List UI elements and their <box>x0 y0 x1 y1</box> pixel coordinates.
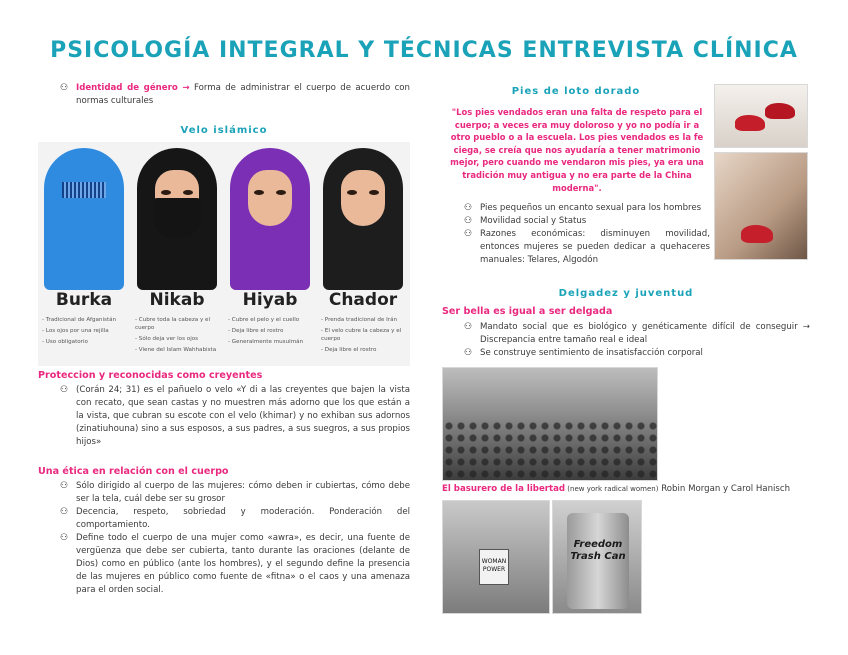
veil-desc-burka <box>38 316 130 349</box>
veil-desc-nikab <box>131 316 223 357</box>
bound-feet-photo <box>714 152 808 260</box>
veil-name-chador: Chador <box>328 290 398 310</box>
page-title: PSICOLOGÍA INTEGRAL Y TÉCNICAS ENTREVISTA CLÍNICA <box>50 38 798 63</box>
protest-photo <box>442 500 550 614</box>
list-item: ⚇ Define todo el cuerpo de una mujer como «awra», es decir, una fuente de vergüenza que debe ser cubierta, tanto durante las oraciones (delante de Dios) como en público (ante los hombres), y el segundo define la presencia de las mujeres en público como fuente de «fitna» o el caos y una amenaza para el orden social. <box>38 532 410 597</box>
veil-heading: Velo islámico <box>180 125 268 136</box>
list-item: ⚇ Movilidad social y Status <box>442 215 710 228</box>
veil-desc-line: - Viene del Islam Wahhabista <box>135 347 217 353</box>
identity-item <box>38 82 410 108</box>
trash-authors: Robin Morgan y Carol Hanisch <box>658 484 791 494</box>
woman-power-sign: WOMAN POWER <box>479 549 509 585</box>
chador-figure <box>317 142 409 290</box>
list-item: ⚇ (Corán 24; 31) es el pañuelo o velo «Y di a las creyentes que bajen la vista con recato, que sean castas y no muestren más adorno que los que están a la vista, que cubran su escote con el velo (khimar) y no exhiban sus adornos (zinatiuhouna) sino a sus esposos, a sus padres, a sus suegros, a sus propios hijos» <box>38 384 410 449</box>
veil-desc-line: - El velo cubre la cabeza y el cuerpo <box>321 328 402 342</box>
lotus-quote: "Los pies vendados eran una falta de respeto para el cuerpo; a veces era muy doloroso y yo no podía ir a otro pueblo o a la escuela. Los pies vendados es la fe ciega, se creía que nos ayudaría a tener matrimonio mejor, pero cuando me vendaron mis pies, ya era una tradición muy antigua y no era parte de la China moderna". <box>450 107 704 193</box>
hiyab-figure <box>224 142 316 290</box>
trash-caption <box>442 483 810 495</box>
veil-desc-line: - Los ojos por una rejilla <box>42 328 109 334</box>
veil-desc-line: - Prenda tradicional de Irán <box>321 317 398 323</box>
veil-desc-line: - Tradicional de Afganistán <box>42 317 117 323</box>
veil-desc-line: - Sólo deja ver los ojos <box>135 336 199 342</box>
veil-name-nikab: Nikab <box>149 290 205 310</box>
list-item: ⚇ Sólo dirigido al cuerpo de las mujeres: cómo deben ir cubiertas, cómo debe ser la tela, cuál debe ser su grosor <box>38 480 410 506</box>
freedom-trash-can-photo <box>552 500 642 614</box>
ethics-list <box>38 480 410 597</box>
identity-text: Forma de administrar el cuerpo de acuerdo con normas culturales <box>76 83 410 106</box>
burka-figure <box>38 142 130 290</box>
thinness-heading: Delgadez y juventud <box>558 288 694 299</box>
nikab-figure <box>131 142 223 290</box>
identity-list <box>38 82 410 108</box>
identity-term: Identidad de género → <box>76 83 190 93</box>
trash-small: (new york radical women) <box>565 485 659 493</box>
protection-list <box>38 384 410 449</box>
thinness-subheading: Ser bella es igual a ser delgada <box>442 306 613 317</box>
trash-can-text: Freedom Trash Can <box>567 513 629 609</box>
list-item: ⚇ Decencia, respeto, sobriedad y moderación. Ponderación del comportamiento. <box>38 506 410 532</box>
list-item: ⚇ Mandato social que es biológico y genéticamente difícil de conseguir → Discrepancia entre tamaño real e ideal <box>442 321 810 347</box>
veil-infographic <box>38 142 410 366</box>
veil-name-hiyab: Hiyab <box>242 290 298 310</box>
thinness-list <box>442 321 810 360</box>
veil-desc-line: - Cubre el pelo y el cuello <box>228 317 300 323</box>
veil-desc-line: - Deja libre el rostro <box>228 328 284 334</box>
list-item: ⚇ Razones económicas: disminuyen movilidad, entonces mujeres se pueden dedicar a quehaceres manuales: Telares, Algodón <box>442 228 710 267</box>
veil-desc-line: - Generalmente musulmán <box>228 339 304 345</box>
lotus-heading: Pies de loto dorado <box>511 86 641 97</box>
trash-label: El basurero de la libertad <box>442 484 566 494</box>
crowd-photo <box>442 367 658 481</box>
veil-desc-hiyab <box>224 316 316 349</box>
list-item: ⚇ Pies pequeños un encanto sexual para los hombres <box>442 202 710 215</box>
veil-desc-line: - Cubre toda la cabeza y el cuerpo <box>135 317 211 331</box>
veil-name-burka: Burka <box>55 290 113 310</box>
veil-desc-chador <box>317 316 409 357</box>
ethics-heading: Una ética en relación con el cuerpo <box>38 466 229 477</box>
list-item: ⚇ Se construye sentimiento de insatisfacción corporal <box>442 347 810 360</box>
lotus-shoes-photo <box>714 84 808 148</box>
protection-heading: Proteccion y reconocidas como creyentes <box>38 370 263 381</box>
veil-desc-line: - Uso obligatorio <box>42 339 88 345</box>
lotus-list <box>442 202 710 267</box>
veil-desc-line: - Deja libre el rostro <box>321 347 377 353</box>
